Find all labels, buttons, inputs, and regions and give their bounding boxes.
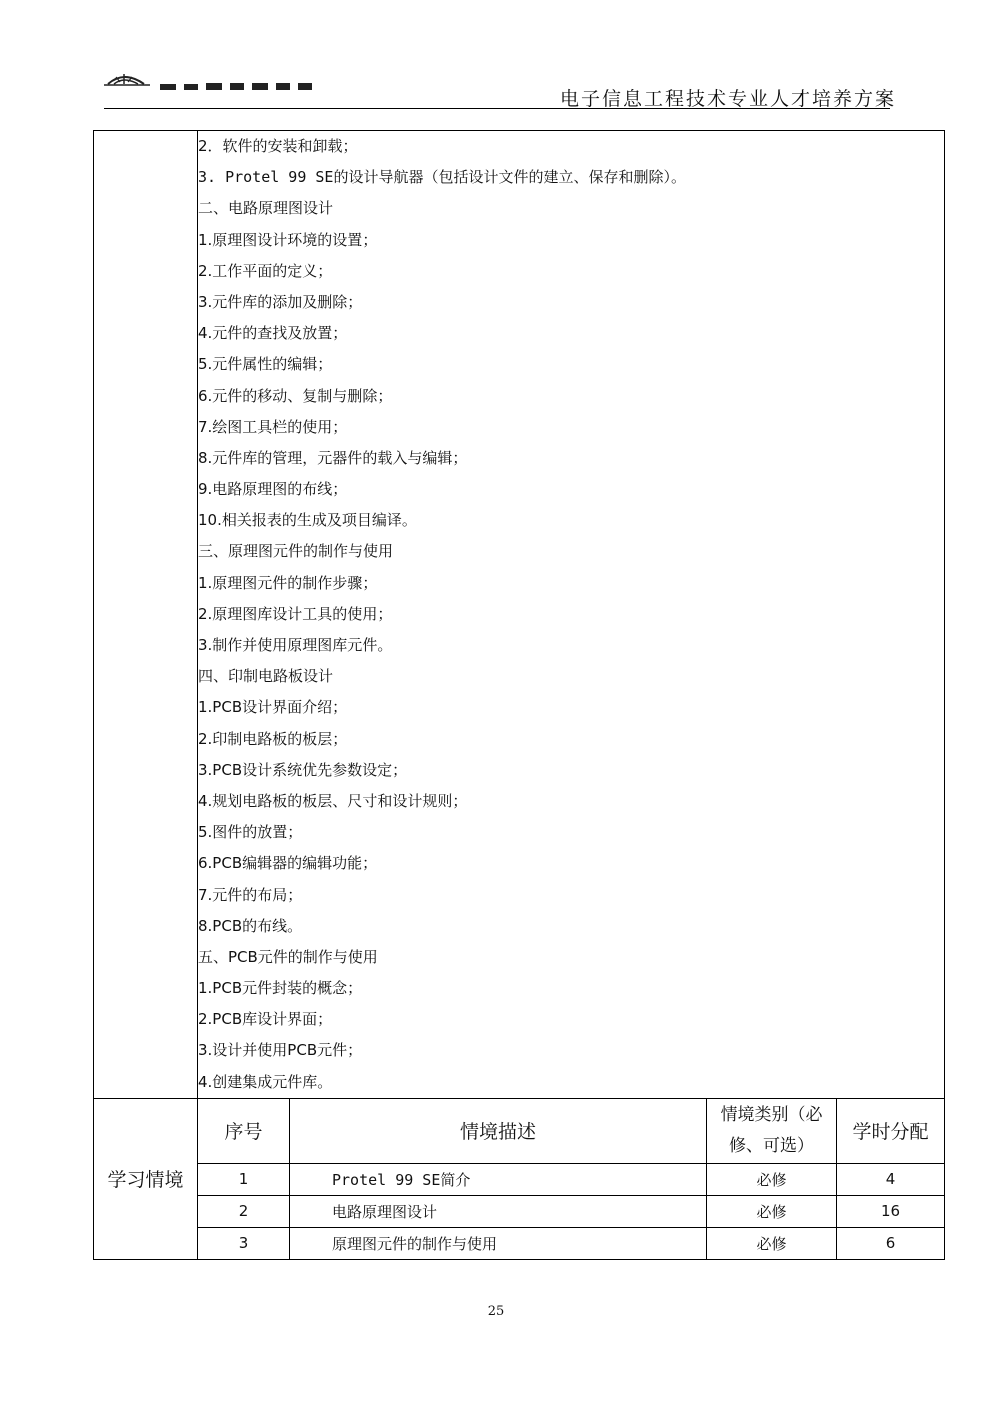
col-header-hours: 学时分配	[837, 1098, 945, 1163]
school-logo	[104, 70, 334, 92]
content-line: 5.图件的放置；	[198, 823, 303, 842]
col-header-type-line1: 情境类别（必	[720, 1104, 823, 1125]
content-line: 2.工作平面的定义；	[198, 261, 333, 280]
content-line: 7.元件的布局；	[198, 885, 303, 904]
col-header-no: 序号	[198, 1098, 290, 1163]
document-title: 电子信息工程技术专业人才培养方案	[560, 88, 897, 110]
col-header-type-line2: 修、可选）	[729, 1135, 814, 1156]
section-heading: 三、原理图元件的制作与使用	[198, 542, 394, 561]
situation-desc: Protel 99 SE简介	[290, 1163, 707, 1195]
content-line: 3.设计并使用PCB元件；	[198, 1041, 363, 1060]
content-line: 4.规划电路板的板层、尺寸和设计规则；	[198, 791, 468, 810]
content-line: 4.创建集成元件库。	[198, 1072, 333, 1091]
content-line: 9.电路原理图的布线；	[198, 480, 348, 499]
content-line: 1.原理图元件的制作步骤；	[198, 573, 378, 592]
content-line: 5.元件属性的编辑；	[198, 355, 333, 374]
content-line: 2.PCB库设计界面；	[198, 1010, 333, 1029]
situation-hours: 16	[837, 1195, 945, 1227]
content-line: 8.元件库的管理，元器件的载入与编辑；	[198, 448, 468, 467]
content-line: 3.制作并使用原理图库元件。	[198, 636, 393, 654]
content-label-cell	[94, 131, 198, 1099]
situation-type: 必修	[707, 1163, 837, 1195]
situation-hours: 4	[837, 1163, 945, 1195]
table-row	[94, 1163, 945, 1195]
content-line: 6.PCB编辑器的编辑功能；	[198, 854, 378, 873]
situation-no: 2	[198, 1195, 290, 1227]
content-line: 3.PCB设计系统优先参数设定；	[198, 760, 408, 779]
content-line: 3. Protel 99 SE的设计导航器（包括设计文件的建立、保存和删除）。	[198, 168, 686, 187]
content-line: 2.原理图库设计工具的使用；	[198, 604, 393, 623]
situation-desc: 原理图元件的制作与使用	[290, 1227, 707, 1259]
content-line: 2.印制电路板的板层；	[198, 729, 348, 748]
content-line: 8.PCB的布线。	[198, 916, 303, 935]
table-row	[94, 1195, 945, 1227]
situation-header-row	[94, 1098, 945, 1163]
section-heading: 四、印制电路板设计	[198, 667, 334, 686]
content-line: 1.PCB元件封装的概念；	[198, 979, 363, 998]
situation-hours: 6	[837, 1227, 945, 1259]
header-divider	[104, 108, 890, 109]
situation-desc: 电路原理图设计	[290, 1195, 707, 1227]
col-header-desc: 情境描述	[290, 1098, 707, 1163]
content-line: 7.绘图工具栏的使用；	[198, 417, 348, 436]
course-table	[93, 130, 945, 1260]
course-content-cell	[198, 131, 945, 1099]
section-heading: 五、PCB元件的制作与使用	[198, 947, 378, 966]
content-line: 6.元件的移动、复制与删除；	[198, 386, 393, 405]
table-row	[94, 1227, 945, 1259]
situation-type: 必修	[707, 1195, 837, 1227]
page-number: 25	[487, 1304, 505, 1319]
situation-no: 1	[198, 1163, 290, 1195]
section-heading: 二、电路原理图设计	[198, 199, 334, 218]
content-line: 10.相关报表的生成及项目编译。	[198, 511, 417, 530]
col-header-type	[707, 1098, 837, 1163]
content-line: 4.元件的查找及放置；	[198, 324, 348, 343]
content-line: 2．软件的安装和卸载；	[198, 137, 358, 155]
content-line: 1.PCB设计界面介绍；	[198, 698, 348, 717]
learning-situation-label: 学习情境	[94, 1098, 198, 1259]
content-row	[94, 131, 945, 1099]
content-line: 1.原理图设计环境的设置；	[198, 230, 378, 249]
content-line: 3.元件库的添加及删除；	[198, 292, 363, 311]
situation-type: 必修	[707, 1227, 837, 1259]
situation-no: 3	[198, 1227, 290, 1259]
